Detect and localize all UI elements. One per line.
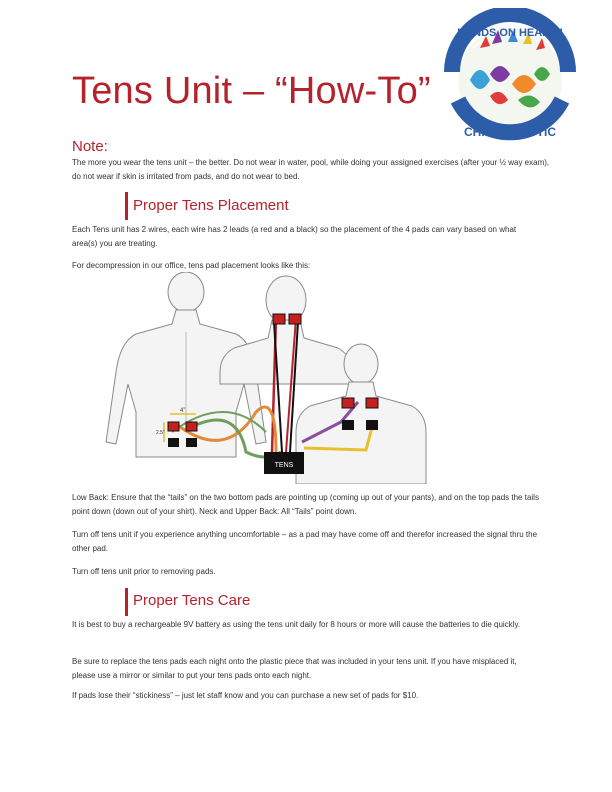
care-paragraph-3: If pads lose their “stickiness” – just let staff know and you can purchase a new set of pads for $10. <box>72 691 419 700</box>
placement-paragraph-2: For decompression in our office, tens pad placement looks like this: <box>72 261 311 270</box>
section-heading-placement: Proper Tens Placement <box>133 197 289 214</box>
pad-low-back-3 <box>168 438 179 447</box>
pad-upper-left <box>342 398 354 408</box>
section-accent-bar <box>125 192 128 220</box>
body-illustration <box>76 272 536 484</box>
placement-paragraph-3: Low Back: Ensure that the “tails” on the two bottom pads are pointing up (coming up out of your pants), and on the top pads the tails point down (down out of your shirt). Neck and Upper Back: All “Tails” point down. <box>72 493 539 516</box>
pad-upper-right-2 <box>366 420 378 430</box>
pad-neck-right <box>289 314 301 324</box>
note-text: The more you wear the tens unit – the better. Do not wear in water, pool, while doing your assigned exercises (after your ½ way exam), do not wear if skin is irritated from pads, and do not wear to bed. <box>72 158 550 181</box>
pad-low-back-1 <box>168 422 179 431</box>
placement-paragraph-1: Each Tens unit has 2 wires, each wire has 2 leads (a red and a black) so the placement of the 4 pads can vary based on what area(s) you are treating. <box>72 225 517 248</box>
pad-low-back-2 <box>186 422 197 431</box>
neck-figure <box>220 276 352 384</box>
pad-upper-right <box>366 398 378 408</box>
pad-neck-left <box>273 314 285 324</box>
clinic-logo <box>430 8 590 148</box>
page-title: Tens Unit – “How-To” <box>72 70 431 112</box>
care-paragraph-1: It is best to buy a rechargeable 9V battery as using the tens unit daily for 8 hours or more will cause the batteries to die quickly. <box>72 620 521 629</box>
logo-text-top: HANDS ON HEALTH <box>457 27 563 39</box>
placement-paragraph-5: Turn off tens unit prior to removing pads. <box>72 567 216 576</box>
section-heading-care: Proper Tens Care <box>133 592 251 609</box>
note-heading: Note: <box>72 138 108 155</box>
tens-unit-label: TENS <box>274 462 294 469</box>
care-paragraph-2: Be sure to replace the tens pads each night onto the plastic piece that was included in your tens unit. If you have misplaced it, please use a mirror or similar to put your tens pads onto each night. <box>72 657 517 680</box>
placement-paragraph-4: Turn off tens unit if you experience anything uncomfortable – as a pad may have come off and therefor increased the signal thru the other pad. <box>72 530 538 553</box>
measure-label-side: 2.5” <box>156 430 165 436</box>
section-accent-bar-care <box>125 588 128 616</box>
tens-placement-diagram <box>76 272 536 484</box>
measure-label-top: 4” <box>180 408 186 414</box>
logo-text-bottom: CHIROPRACTIC <box>464 125 556 139</box>
logo-graphic <box>430 8 590 148</box>
pad-low-back-4 <box>186 438 197 447</box>
pad-upper-left-2 <box>342 420 354 430</box>
